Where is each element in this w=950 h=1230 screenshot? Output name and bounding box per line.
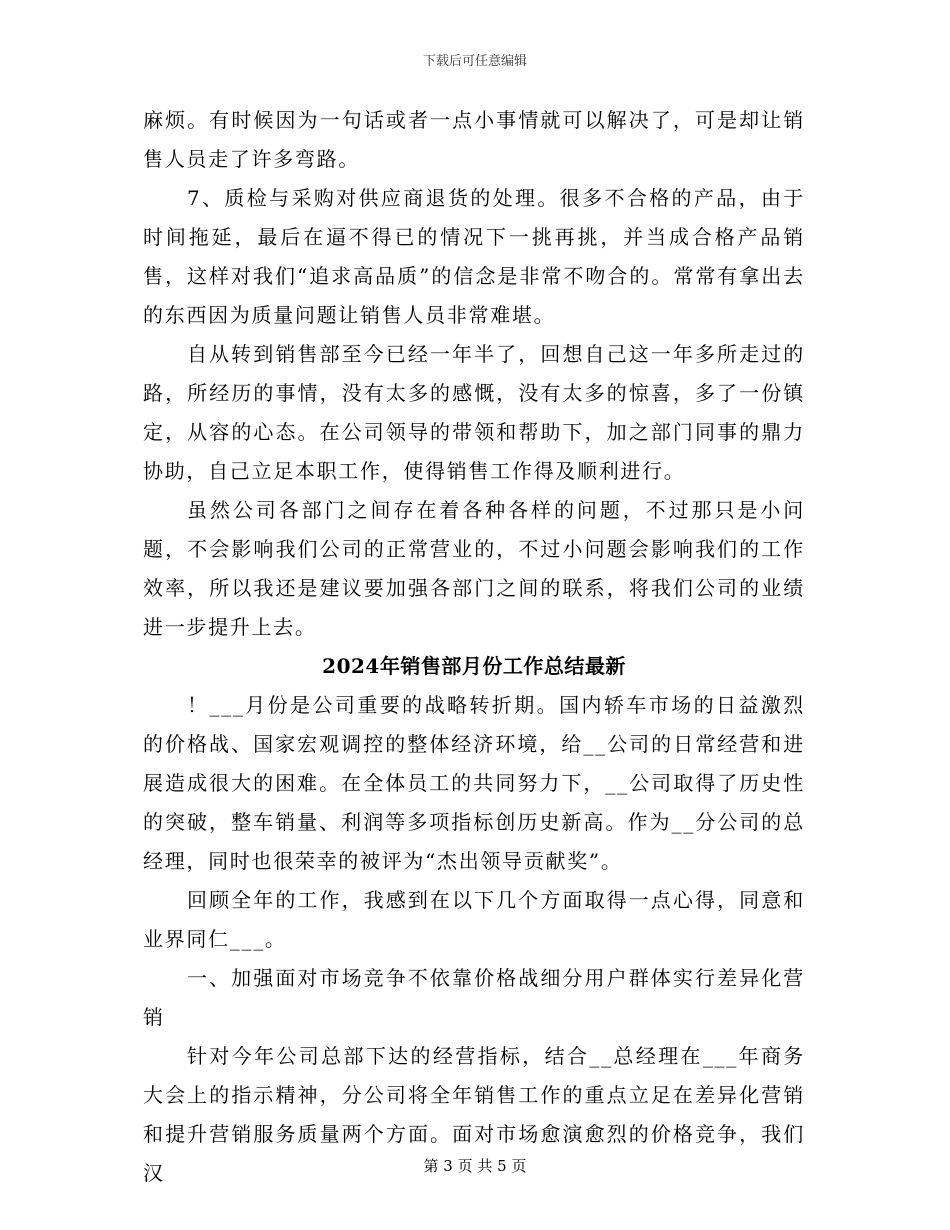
paragraph-intro: ！___月份是公司重要的战略转折期。国内轿车市场的日益激烈的价格战、国家宏观调控的整体经济环境，给__公司的日常经营和进展造成很大的困难。在全体员工的共同努力下，__公司取得了历史性的突破，整车销量、利润等多项指标创历史新高。作为__分公司的总经理，同时也很荣幸的被评为“杰出领导贡献奖”。 [143, 693, 805, 873]
paragraph-review: 回顾全年的工作，我感到在以下几个方面取得一点心得，同意和业界同仁___。 [143, 888, 805, 951]
document-body [143, 101, 805, 1193]
paragraph-section-one-title: 一、加强面对市场竞争不依靠价格战细分用户群体实行差异化营销 [143, 966, 805, 1029]
paragraph-item-7: 7、质检与采购对供应商退货的处理。很多不合格的产品，由于时间拖延，最后在逼不得已的情况下一挑再挑，并当成合格产品销售，这样对我们“追求高品质”的信念是非常不吻合的。常常有拿出去的东西因为质量问题让销售人员非常难堪。 [143, 186, 805, 327]
page-header: 下载后可任意编辑 [422, 54, 527, 69]
page-footer: 第 3 页 共 5 页 [423, 1157, 527, 1175]
paragraph-continuation: 麻烦。有时候因为一句话或者一点小事情就可以解决了，可是却让销售人员走了许多弯路。 [143, 108, 805, 171]
paragraph-suggestion: 虽然公司各部门之间存在着各种各样的问题，不过那只是小问题，不会影响我们公司的正常营业的，不过小问题会影响我们的工作效率，所以我还是建议要加强各部门之间的联系，将我们公司的业绩进一步提升上去。 [143, 498, 805, 639]
paragraph-reflection: 自从转到销售部至今已经一年半了，回想自己这一年多所走过的路，所经历的事情，没有太多的感慨，没有太多的惊喜，多了一份镇定，从容的心态。在公司领导的带领和帮助下，加之部门同事的鼎力协助，自己立足本职工作，使得销售工作得及顺利进行。 [143, 342, 805, 483]
section-heading: 2024年销售部月份工作总结最新 [322, 654, 626, 678]
paragraph-section-one-body: 针对今年公司总部下达的经营指标，结合__总经理在___年商务大会上的指示精神，分公司将全年销售工作的重点立足在差异化营销和提升营销服务质量两个方面。面对市场愈演愈烈的价格竞争，我们汉 [143, 1044, 805, 1185]
